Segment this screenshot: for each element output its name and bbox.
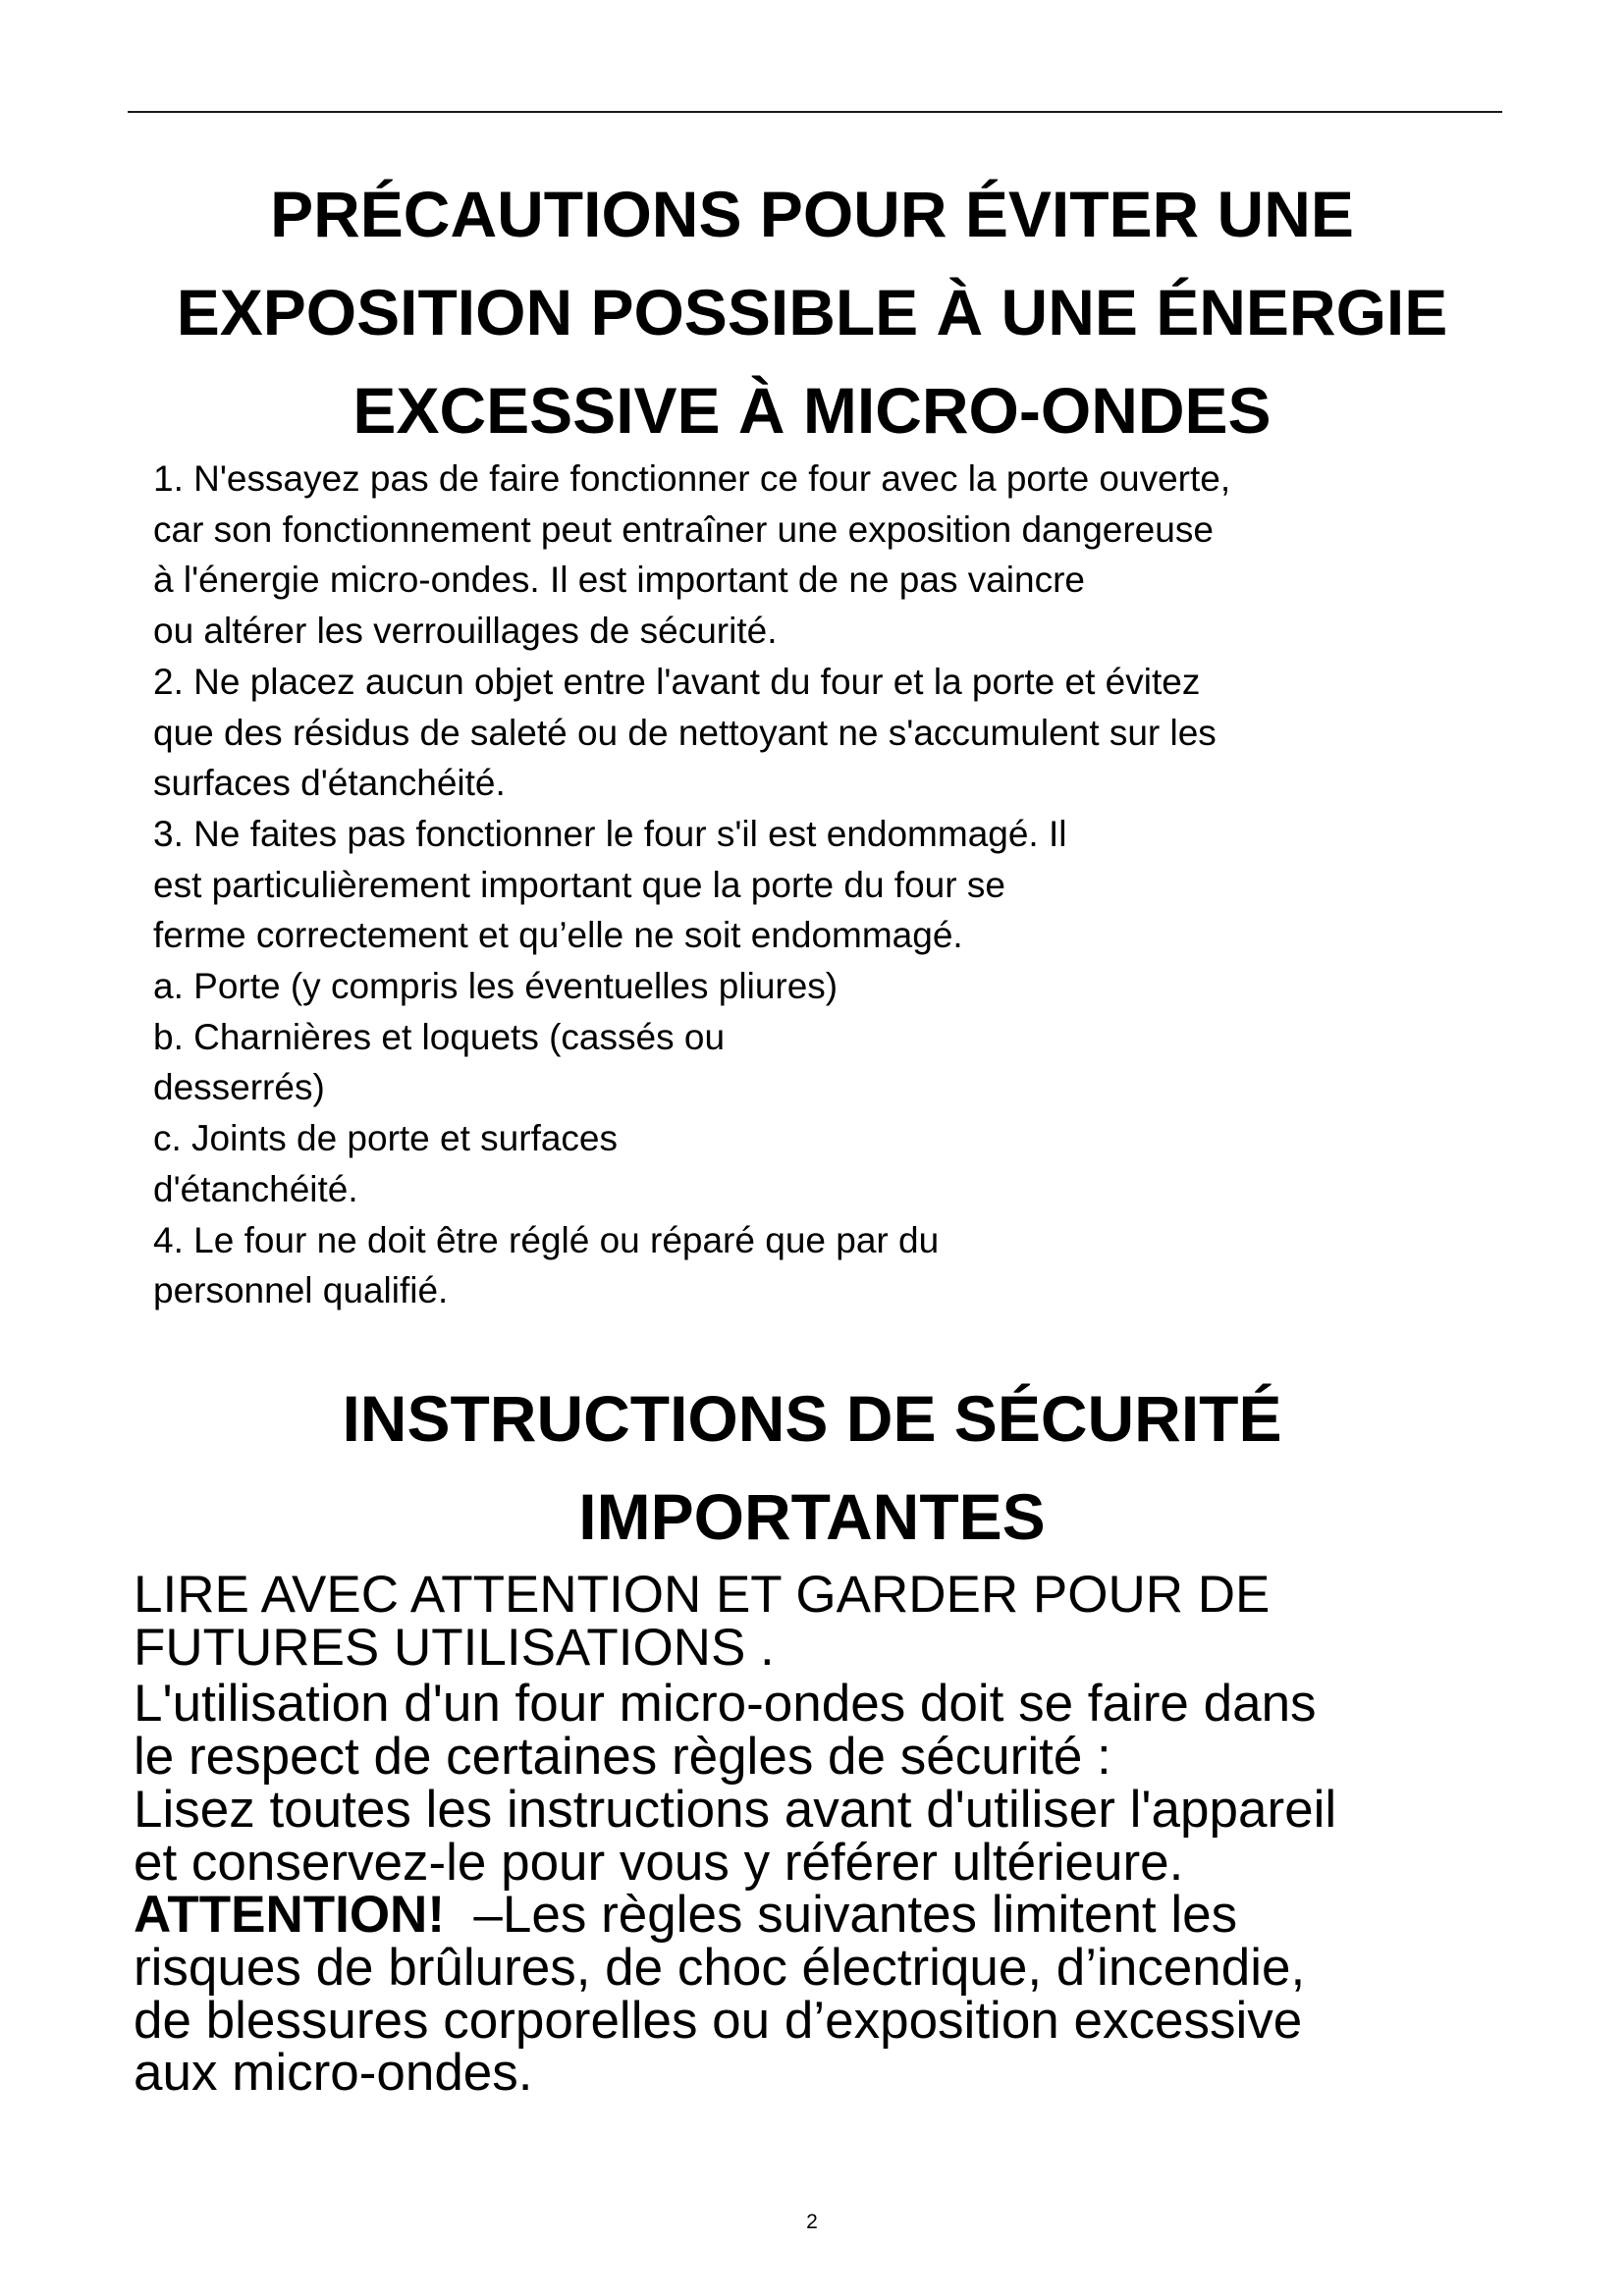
attention-paragraph [134,1886,1528,2103]
safety-title-line: INSTRUCTIONS DE SÉCURITÉ [342,1382,1282,1455]
safety-title-line: IMPORTANTES [578,1480,1046,1553]
read-all-paragraph [134,1780,1528,1892]
item-line: d'étanchéité. [153,1168,358,1209]
item-line: 1. N'essayez pas de faire fonctionner ce four avec la porte ouverte, [153,458,1231,499]
attention-line: aux micro-ondes. [134,2044,533,2103]
attention-first-line [134,1886,1528,1945]
precautions-list [153,454,1508,1316]
item-line: ferme correctement et qu’elle ne soit endommagé. [153,915,963,956]
precautions-title-line: PRÉCAUTIONS POUR ÉVITER UNE [270,178,1354,250]
read-all-line: Lisez toutes les instructions avant d'utiliser l'appareil [134,1780,1337,1839]
item-line: b. Charnières et loquets (cassés ou [153,1016,726,1057]
precaution-item-1 [153,454,1508,657]
safety-title [98,1369,1526,1566]
item-line: 3. Ne faites pas fonctionner le four s'il est endommagé. Il [153,813,1067,854]
item-line: est particulièrement important que la porte du four se [153,864,1005,905]
precaution-item-3 [153,809,1508,961]
usage-paragraph [134,1675,1528,1787]
header-rule [128,111,1502,113]
usage-line: L'utilisation d'un four micro-ondes doit se faire dans [134,1675,1317,1734]
usage-line: le respect de certaines règles de sécurité : [134,1728,1111,1787]
read-notice [134,1566,1528,1677]
precaution-item-2 [153,657,1508,809]
precautions-title-line: EXCESSIVE À MICRO-ONDES [352,374,1272,447]
item-line: personnel qualifié. [153,1270,449,1311]
page-number: 2 [806,2211,818,2233]
item-line: à l'énergie micro-ondes. Il est important de ne pas vaincre [153,560,1085,601]
item-line: 2. Ne placez aucun objet entre l'avant du four et la porte et évitez [153,661,1201,702]
item-line: 4. Le four ne doit être réglé ou réparé que par du [153,1219,940,1260]
attention-line: risques de brûlures, de choc électrique, d’incendie, [134,1938,1306,1997]
item-line: desserrés) [153,1067,325,1108]
precautions-title-line: EXPOSITION POSSIBLE À UNE ÉNERGIE [176,276,1448,348]
precaution-item-4 [153,1215,1508,1316]
precaution-subitem-a [153,961,1508,1012]
read-notice-line: FUTURES UTILISATIONS . [134,1618,775,1677]
read-all-line: et conservez-le pour vous y référer ultérieure. [134,1833,1184,1892]
item-line: car son fonctionnement peut entraîner une exposition dangereuse [153,508,1214,550]
precaution-subitem-b [153,1012,1508,1113]
safety-intro [134,1566,1528,2103]
item-line: a. Porte (y compris les éventuelles pliures) [153,966,839,1007]
precautions-title [98,165,1526,459]
attention-line: de blessures corporelles ou d’exposition excessive [134,1991,1303,2050]
attention-lead-text: –Les règles suivantes limitent les [444,1886,1238,1945]
item-line: que des résidus de saleté ou de nettoyant ne s'accumulent sur les [153,712,1217,753]
item-line: surfaces d'étanchéité. [153,763,506,804]
attention-label: ATTENTION! [134,1886,445,1945]
read-notice-line: LIRE AVEC ATTENTION ET GARDER POUR DE [134,1566,1271,1624]
item-line: c. Joints de porte et surfaces [153,1118,619,1159]
precaution-subitem-c [153,1113,1508,1214]
item-line: ou altérer les verrouillages de sécurité. [153,611,778,652]
